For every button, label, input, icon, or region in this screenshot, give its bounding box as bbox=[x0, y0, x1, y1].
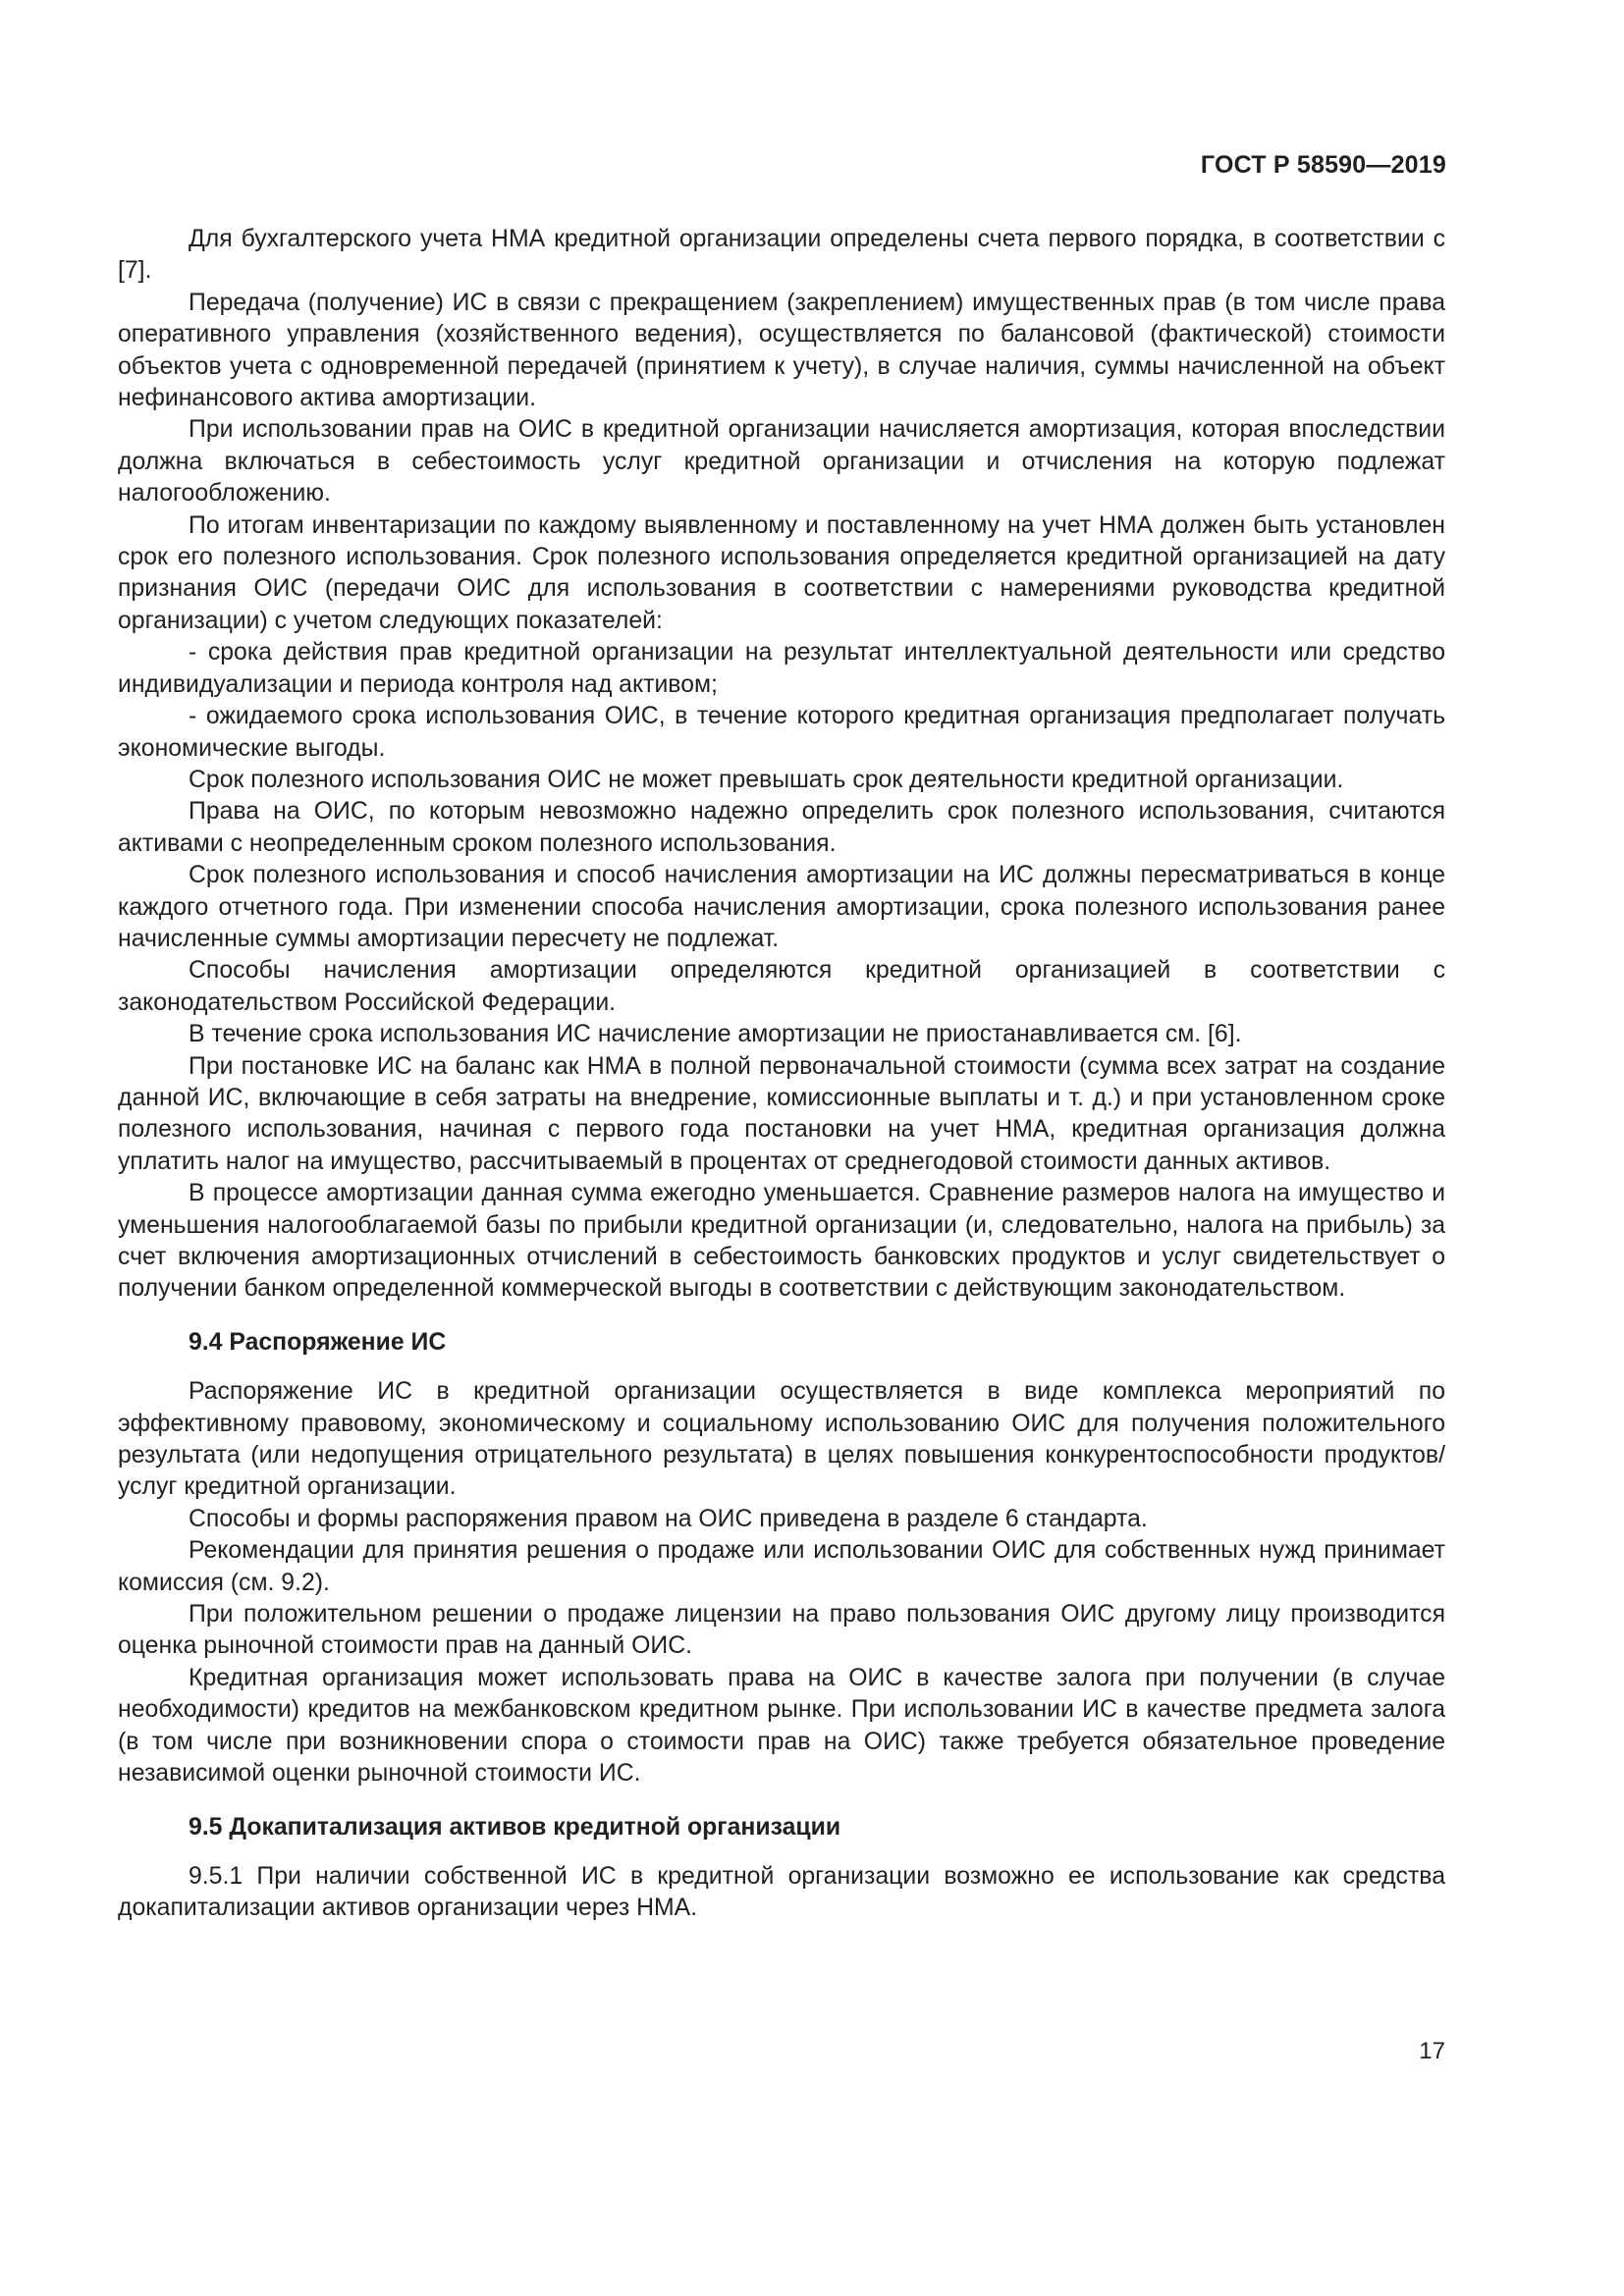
paragraph: Способы и формы распоряжения правом на ОИС приведена в разделе 6 стандарта. bbox=[189, 1505, 1148, 1532]
paragraph: Для бухгалтерского учета НМА кредитной организации определены счета первого порядка, в соответствии с [7]. bbox=[118, 226, 1445, 285]
document-header: ГОСТ Р 58590—2019 bbox=[1200, 151, 1446, 179]
paragraph: Права на ОИС, по которым невозможно надежно определить срок полезного использования, считаются активами с неопределенным сроком полезного использования. bbox=[118, 798, 1445, 857]
paragraph: Рекомендации для принятия решения о продаже или использовании ОИС для собственных нужд принимает комиссия (см. 9.2). bbox=[118, 1537, 1445, 1596]
page-number: 17 bbox=[1419, 2038, 1445, 2064]
paragraph: Срок полезного использования ОИС не может превышать срок деятельности кредитной организации. bbox=[189, 766, 1344, 793]
paragraph: 9.5.1 При наличии собственной ИС в кредитной организации возможно ее использование как средства докапитализации активов организации через НМА. bbox=[118, 1862, 1445, 1922]
paragraph: Передача (получение) ИС в связи с прекращением (закреплением) имущественных прав (в том числе права оперативного управления (хозяйственного ведения), осуществляется по балансовой (фактической) стоимости объектов учета с одновременной передачей (принятием к учету), в случае наличия, суммы начисленной на объект нефинансового актива амортизации. bbox=[118, 289, 1445, 412]
paragraph: Распоряжение ИС в кредитной организации осуществляется в виде комплекса мероприятий по эффективному правовому, экономическому и социальному использованию ОИС для получения положительного результата (или недопущения отрицательного результата) в целях повышения конкурентоспособности продуктов/услуг кредитной организации. bbox=[118, 1378, 1445, 1501]
paragraph: Срок полезного использования и способ начисления амортизации на ИС должны пересматриваться в конце каждого отчетного года. При изменении способа начисления амортизации, срока полезного использования ранее начисленные суммы амортизации пересчету не подлежат. bbox=[118, 862, 1445, 952]
paragraph: В процессе амортизации данная сумма ежегодно уменьшается. Сравнение размеров налога на имущество и уменьшения налогооблагаемой базы по прибыли кредитной организации (и, следовательно, налога на прибыль) за счет включения амортизационных отчислений в себестоимость банковских продуктов и услуг свидетельствует о получении банком определенной коммерческой выгоды в соответствии с действующим законодательством. bbox=[118, 1180, 1445, 1303]
paragraph: При использовании прав на ОИС в кредитной организации начисляется амортизация, которая впоследствии должна включаться в себестоимость услуг кредитной организации и отчисления на которую подлежат налогообложению. bbox=[118, 416, 1445, 507]
list-item: - срока действия прав кредитной организации на результат интеллектуальной деятельности или средство индивидуализации и периода контроля над активом; bbox=[118, 639, 1445, 698]
paragraph: Кредитная организация может использовать права на ОИС в качестве залога при получении (в случае необходимости) кредитов на межбанковском кредитном рынке. При использовании ИС в качестве предмета залога (в том числе при возникновении спора о стоимости прав на ОИС) также требуется обязательное проведение независимой оценки рыночной стоимости ИС. bbox=[118, 1664, 1445, 1788]
list-item: - ожидаемого срока использования ОИС, в течение которого кредитная организация предполагает получать экономические выгоды. bbox=[118, 703, 1445, 762]
document-content bbox=[118, 224, 1445, 1925]
paragraph: По итогам инвентаризации по каждому выявленному и поставленному на учет НМА должен быть установлен срок его полезного использования. Срок полезного использования определяется кредитной организацией на дату признания ОИС (передачи ОИС для использования в соответствии с намерениями руководства кредитной организации) с учетом следующих показателей: bbox=[118, 511, 1445, 634]
paragraph: При постановке ИС на баланс как НМА в полной первоначальной стоимости (сумма всех затрат на создание данной ИС, включающие в себя затраты на внедрение, комиссионные выплаты и т. д.) и при установленном сроке полезного использования, начиная с первого года постановки на учет НМА, кредитная организация должна уплатить налог на имущество, рассчитываемый в процентах от среднегодовой стоимости данных активов. bbox=[118, 1052, 1445, 1175]
paragraph: Способы начисления амортизации определяются кредитной организацией в соответствии с законодательством Российской Федерации. bbox=[118, 957, 1445, 1016]
paragraph: В течение срока использования ИС начисление амортизации не приостанавливается см. [6]. bbox=[189, 1021, 1242, 1048]
section-heading-9-5: 9.5 Докапитализация активов кредитной организации bbox=[189, 1813, 841, 1841]
paragraph: При положительном решении о продаже лицензии на право пользования ОИС другому лицу производится оценка рыночной стоимости прав на данный ОИС. bbox=[118, 1601, 1445, 1660]
section-heading-9-4: 9.4 Распоряжение ИС bbox=[189, 1328, 447, 1356]
